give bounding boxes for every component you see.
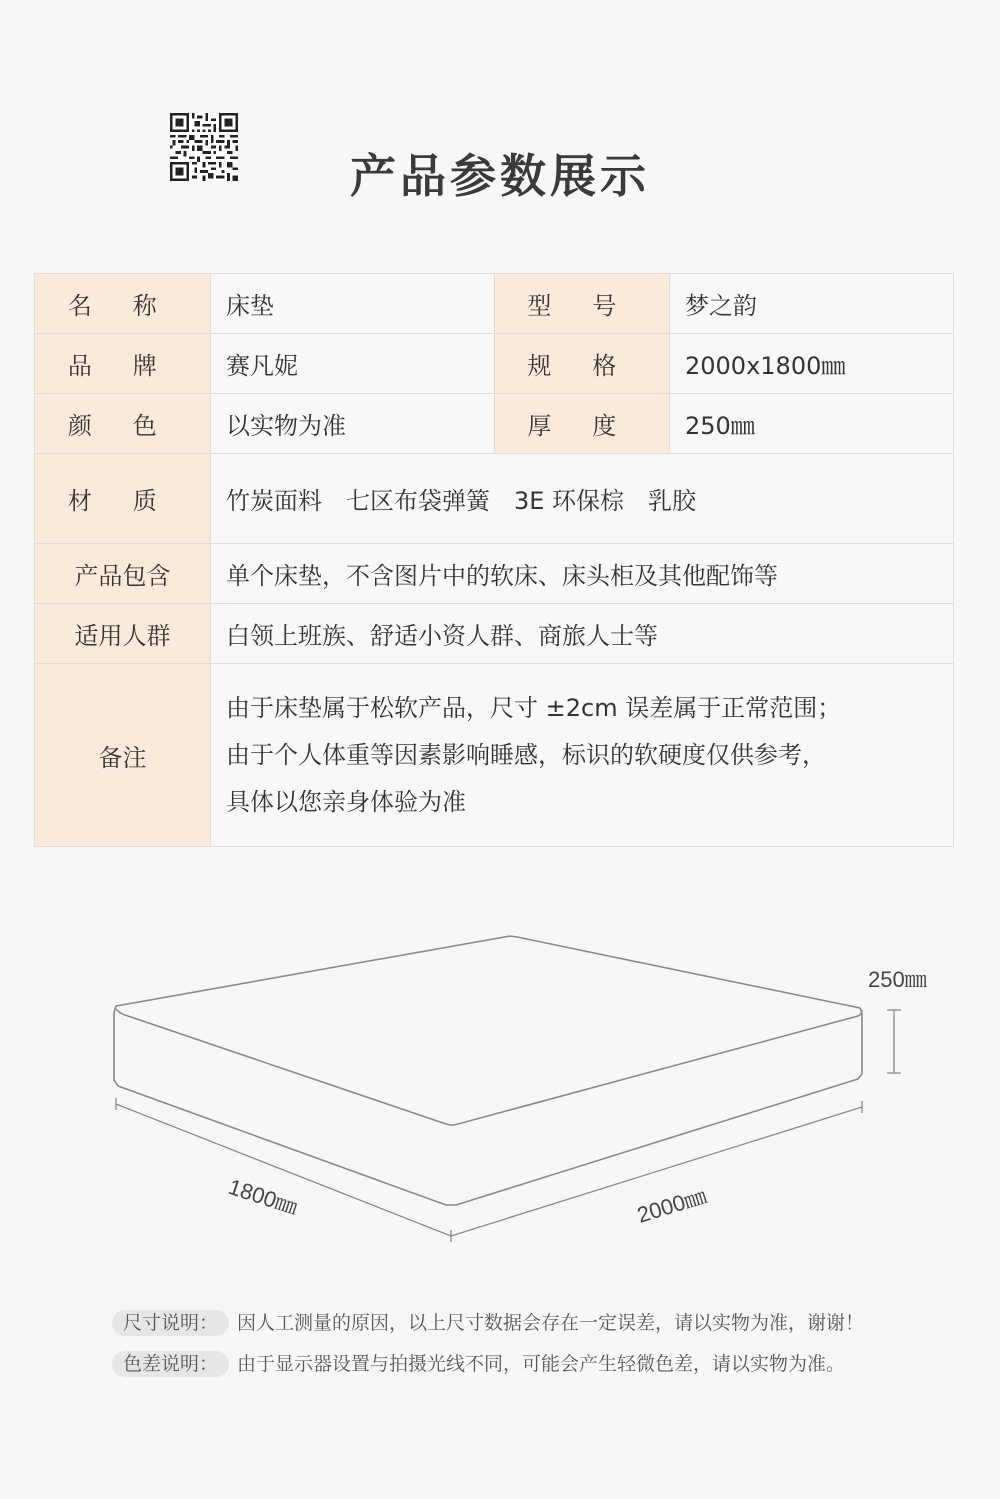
spec-label: 名称: [35, 274, 211, 334]
size-note-tag: 尺寸说明：: [112, 1310, 229, 1336]
spec-label: 型号: [495, 274, 670, 334]
spec-label: 厚度: [495, 394, 670, 454]
mattress-outline: [114, 936, 862, 1205]
spec-value: 2000x1800㎜: [670, 334, 954, 394]
spec-value: 竹炭面料 七区布袋弹簧 3E 环保棕 乳胶: [211, 454, 954, 544]
spec-value: 白领上班族、舒适小资人群、商旅人士等: [211, 604, 954, 664]
spec-label: 颜色: [35, 394, 211, 454]
spec-row: [35, 664, 954, 847]
spec-table: [34, 273, 954, 847]
spec-value: 赛凡妮: [211, 334, 495, 394]
note-line: 由于床垫属于松软产品，尺寸 ±2cm 误差属于正常范围；: [226, 693, 842, 722]
spec-value: 床垫: [211, 274, 495, 334]
width-label: 1800㎜: [225, 1173, 301, 1220]
spec-label: 产品包含: [35, 544, 211, 604]
height-label: 250㎜: [868, 967, 927, 992]
spec-value: 梦之韵: [670, 274, 954, 334]
spec-value: 250㎜: [670, 394, 954, 454]
spec-row: [35, 604, 954, 664]
color-note-tag: 色差说明：: [112, 1351, 229, 1377]
color-note-text: 由于显示器设置与拍摄光线不同，可能会产生轻微色差，请以实物为准。: [237, 1353, 846, 1375]
spec-row: [35, 334, 954, 394]
mattress-dimension-diagram: [0, 900, 1000, 1280]
size-note: [112, 1310, 864, 1336]
spec-value: 以实物为准: [211, 394, 495, 454]
spec-row: [35, 274, 954, 334]
spec-label: 备注: [35, 664, 211, 847]
spec-row: [35, 544, 954, 604]
spec-label: 规格: [495, 334, 670, 394]
color-note: [112, 1351, 845, 1377]
notes-value: [211, 664, 954, 847]
page-title: 产品参数展示: [350, 149, 650, 203]
spec-label: 材质: [35, 454, 211, 544]
spec-row: [35, 394, 954, 454]
note-line: 具体以您亲身体验为准: [226, 787, 466, 816]
size-note-text: 因人工测量的原因，以上尺寸数据会存在一定误差，请以实物为准，谢谢！: [237, 1312, 865, 1334]
length-label: 2000㎜: [634, 1183, 710, 1228]
mattress-top-edge: [116, 1009, 862, 1125]
spec-value: 单个床垫，不含图片中的软床、床头柜及其他配饰等: [211, 544, 954, 604]
note-line: 由于个人体重等因素影响睡感，标识的软硬度仅供参考，: [226, 740, 826, 769]
spec-label: 适用人群: [35, 604, 211, 664]
spec-label: 品牌: [35, 334, 211, 394]
spec-row: [35, 454, 954, 544]
